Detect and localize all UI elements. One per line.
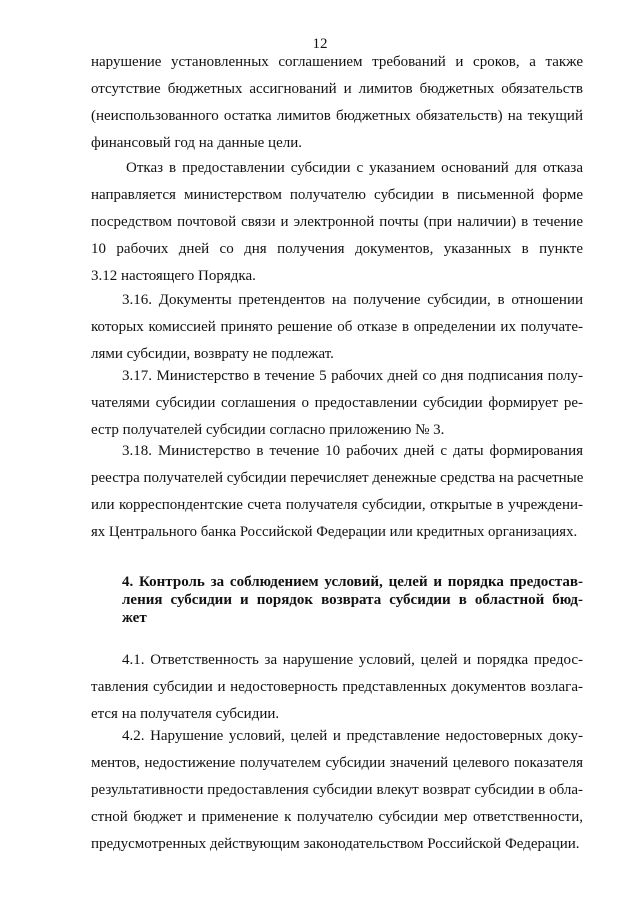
section-heading-4 xyxy=(122,573,583,627)
paragraph-3-17 xyxy=(91,363,583,444)
text-line: чателями субсидии соглашения о предоставлении субсидии формирует ре- xyxy=(91,395,583,411)
text-line: отсутствие бюджетных ассигнований и лимитов бюджетных обязательств xyxy=(91,81,583,97)
text-line: тавления субсидии и недостоверность представленных документов возлага- xyxy=(91,679,583,695)
text-line: нарушение установленных соглашением требований и сроков, а также xyxy=(91,54,583,70)
text-line: Отказ в предоставлении субсидии с указанием оснований для отказа xyxy=(126,160,583,176)
paragraph-4-2 xyxy=(91,723,583,858)
text-line: 3.18. Министерство в течение 10 рабочих дней с даты формирования xyxy=(122,443,583,459)
text-line: (неиспользованного остатка лимитов бюджетных обязательств) на текущий xyxy=(91,108,583,124)
text-line: 4.2. Нарушение условий, целей и представление недостоверных доку- xyxy=(122,728,583,744)
text-line: 10 рабочих дней со дня получения документов, указанных в пункте xyxy=(91,241,583,257)
heading-line: ления субсидии и порядок возврата субсидии в областной бюд- xyxy=(122,592,583,608)
paragraph-3-16 xyxy=(91,287,583,368)
text-line: лями субсидии, возврату не подлежат. xyxy=(91,346,334,362)
paragraph-3-18 xyxy=(91,438,583,546)
heading-line: жет xyxy=(122,610,147,626)
text-line: стной бюджет и применение к получателю субсидии мер ответственности, xyxy=(91,809,583,825)
text-line: которых комиссией принято решение об отказе в определении их получате- xyxy=(91,319,583,335)
text-line: предусмотренных действующим законодательством Российской Федерации. xyxy=(91,836,580,852)
paragraph-continuation xyxy=(91,49,583,157)
text-line: 3.17. Министерство в течение 5 рабочих дней со дня подписания полу- xyxy=(122,368,583,384)
text-line: ментов, недостижение получателем субсидии значений целевого показателя xyxy=(91,755,583,771)
page-number: 12 xyxy=(312,36,328,52)
text-line: 4.1. Ответственность за нарушение условий, целей и порядка предос- xyxy=(122,652,583,668)
text-line: посредством почтовой связи и электронной почты (при наличии) в течение xyxy=(91,214,583,230)
text-line: или корреспондентские счета получателя субсидии, открытые в учреждени- xyxy=(91,497,583,513)
text-line: 3.16. Документы претендентов на получение субсидии, в отношении xyxy=(122,292,583,308)
text-line: 3.12 настоящего Порядка. xyxy=(91,268,256,284)
text-line: результативности предоставления субсидии влекут возврат субсидии в обла- xyxy=(91,782,583,798)
heading-line: 4. Контроль за соблюдением условий, целей и порядка предостав- xyxy=(122,574,583,590)
text-line: ях Центрального банка Российской Федерации или кредитных организациях. xyxy=(91,524,578,540)
text-line: реестра получателей субсидии перечисляет денежные средства на расчетные xyxy=(91,470,584,486)
text-line: ется на получателя субсидии. xyxy=(91,706,280,722)
paragraph-refusal xyxy=(91,155,583,290)
paragraph-4-1 xyxy=(91,647,583,728)
text-line: финансовый год на данные цели. xyxy=(91,135,302,151)
text-line: естр получателей субсидии согласно приложению № 3. xyxy=(91,422,445,438)
text-line: направляется министерством получателю субсидии в письменной форме xyxy=(91,187,583,203)
